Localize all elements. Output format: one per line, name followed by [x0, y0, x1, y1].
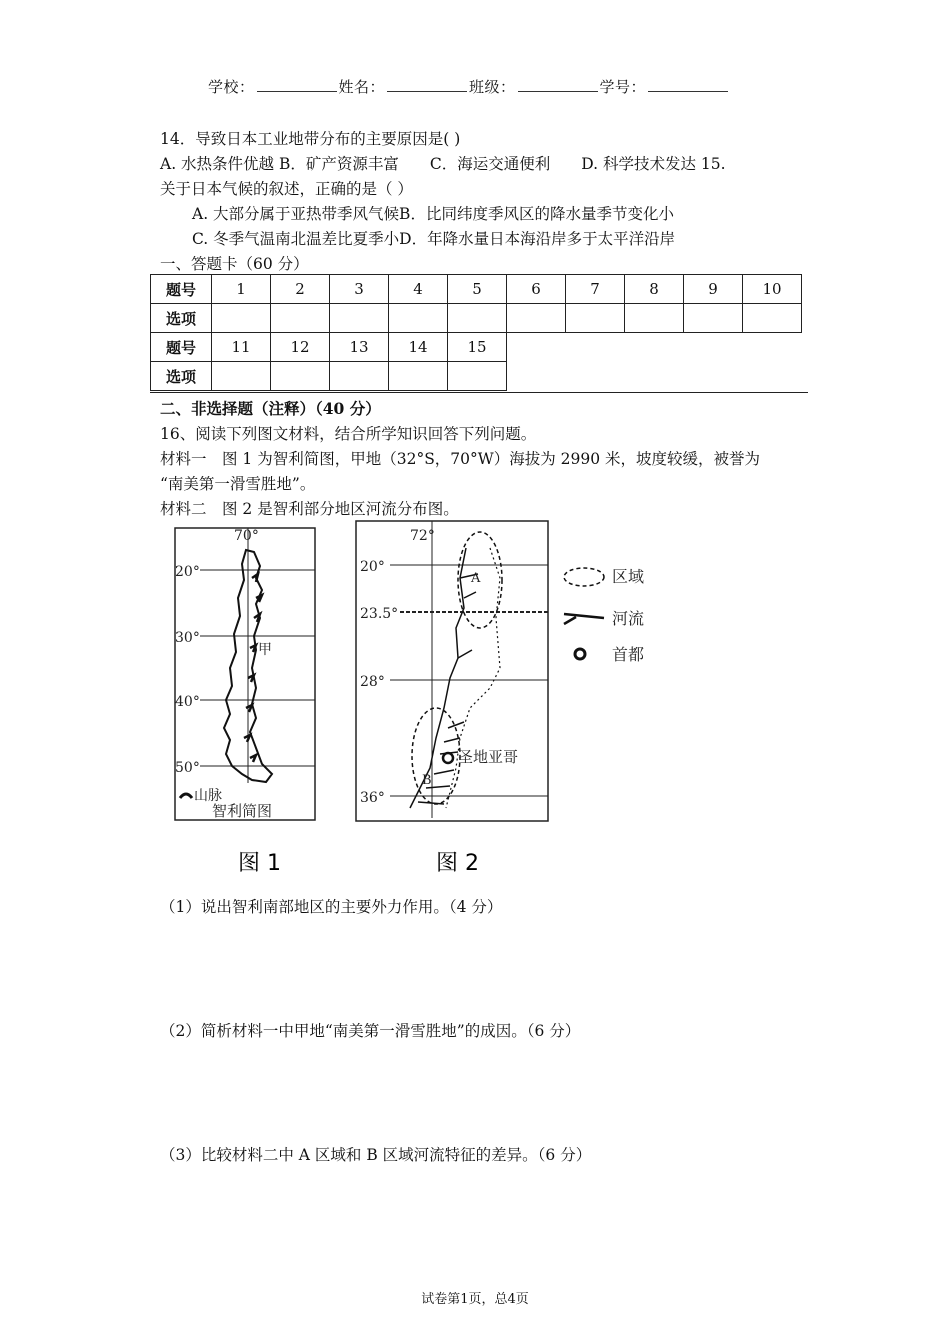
question-number: 2 [271, 275, 330, 304]
question-number: 8 [625, 275, 684, 304]
class-label: 班级： [469, 78, 516, 96]
id-label: 学号： [599, 78, 647, 96]
region-a-label: A [471, 571, 481, 586]
answer-cell[interactable] [448, 362, 507, 391]
place-jia-label: 甲 [258, 642, 272, 658]
q14-stem: 14．导致日本工业地带分布的主要原因是( ) [160, 130, 461, 148]
figure1-lat40-label: 40° [175, 694, 200, 710]
material2-line: 材料二 图 2 是智利部分地区河流分布图。 [160, 500, 459, 518]
legend-mountain-label: 山脉 [194, 788, 222, 804]
class-blank[interactable] [518, 79, 598, 92]
question-number: 11 [212, 333, 271, 362]
id-blank[interactable] [648, 79, 728, 92]
q14-options: A. 水热条件优越 B．矿产资源丰富 C．海运交通便利 D. 科学技术发达 15. [160, 155, 726, 173]
table-row [151, 333, 802, 362]
figure2-caption: 图 2 [436, 851, 479, 875]
capital-label: 圣地亚哥 [458, 748, 519, 766]
figure1-lat50-label: 50° [175, 760, 200, 776]
answer-cell[interactable] [507, 304, 566, 333]
answer-cell[interactable] [212, 304, 271, 333]
figure2-lon-label: 72° [410, 528, 435, 544]
question-number: 5 [448, 275, 507, 304]
question-number: 7 [566, 275, 625, 304]
figure2-lat23-label: 23.5° [360, 606, 399, 622]
school-label: 学校： [208, 78, 255, 96]
answer-cell[interactable] [389, 362, 448, 391]
table-row [151, 275, 802, 304]
name-blank[interactable] [387, 79, 467, 92]
legend-region-icon [564, 568, 604, 586]
figure1-map-title: 智利简图 [212, 802, 273, 820]
answer-cell[interactable] [212, 362, 271, 391]
answer-cell[interactable] [271, 304, 330, 333]
capital-marker [443, 753, 453, 763]
row-label-number: 题号 [151, 333, 212, 362]
answer-card-title: 一、答题卡（60 分） [160, 255, 309, 273]
subquestion-3: （3）比较材料二中 A 区域和 B 区域河流特征的差异。（6 分） [160, 1146, 592, 1164]
q15-stem: 关于日本气候的叙述，正确的是（ ） [160, 180, 413, 198]
question-number: 9 [684, 275, 743, 304]
maps-svg [160, 518, 662, 875]
answer-cell[interactable] [330, 304, 389, 333]
question-number: 6 [507, 275, 566, 304]
school-blank[interactable] [257, 79, 337, 92]
figure1-caption: 图 1 [238, 851, 281, 875]
legend-river-label: 河流 [612, 609, 645, 628]
material1-line1: 材料一 图 1 为智利简图，甲地（32°S，70°W）海拔为 2990 米，坡度较缓，被誉为 [160, 450, 761, 468]
legend-region-label: 区域 [612, 567, 645, 586]
answer-card-table [150, 274, 802, 391]
section2-title: 二、非选择题（注释）（40 分） [160, 399, 381, 418]
figure1-lat30-label: 30° [175, 630, 200, 646]
q15-options-line1: A. 大部分属于亚热带季风气候B．比同纬度季风区的降水量季节变化小 [192, 205, 674, 223]
q16-intro: 16、阅读下列图文材料，结合所学知识回答下列问题。 [160, 425, 537, 443]
figure2-lat20-label: 20° [360, 559, 385, 575]
figure2-border [446, 548, 500, 808]
region-b-label: B [422, 773, 432, 788]
answer-cell[interactable] [684, 304, 743, 333]
name-label: 姓名： [338, 78, 386, 96]
answer-cell[interactable] [625, 304, 684, 333]
subquestion-1: （1）说出智利南部地区的主要外力作用。（4 分） [160, 898, 503, 916]
student-info-header [208, 76, 730, 97]
answer-cell[interactable] [271, 362, 330, 391]
material1-line2: “南美第一滑雪胜地”。 [160, 475, 316, 493]
subquestion-2: （2）简析材料一中甲地“南美第一滑雪胜地”的成因。（6 分） [160, 1022, 581, 1040]
table-bottom-rule [150, 392, 808, 393]
answer-cell[interactable] [566, 304, 625, 333]
question-number: 12 [271, 333, 330, 362]
question-number: 14 [389, 333, 448, 362]
figure2-lat36-label: 36° [360, 790, 385, 806]
q15-options-line2: C. 冬季气温南北温差比夏季小D．年降水量日本海沿岸多于太平洋沿岸 [192, 230, 676, 248]
question-number: 3 [330, 275, 389, 304]
page-footer: 试卷第1页，总4页 [421, 1292, 529, 1307]
mountain-legend-icon [180, 794, 192, 798]
question-number: 13 [330, 333, 389, 362]
legend-capital-label: 首都 [612, 645, 645, 664]
answer-cell[interactable] [448, 304, 507, 333]
empty-area [507, 333, 802, 391]
legend-capital-icon [575, 649, 585, 659]
answer-cell[interactable] [389, 304, 448, 333]
answer-cell[interactable] [330, 362, 389, 391]
legend-river-icon [564, 614, 604, 624]
question-number: 10 [743, 275, 802, 304]
figure1-lat20-label: 20° [175, 564, 200, 580]
table-row [151, 304, 802, 333]
figure-panel [160, 518, 662, 875]
row-label-number: 题号 [151, 275, 212, 304]
row-label-option: 选项 [151, 304, 212, 333]
row-label-option: 选项 [151, 362, 212, 391]
figure1-lon-label: 70° [234, 528, 259, 544]
question-number: 15 [448, 333, 507, 362]
figure2-lat28-label: 28° [360, 674, 385, 690]
question-number: 4 [389, 275, 448, 304]
question-number: 1 [212, 275, 271, 304]
answer-cell[interactable] [743, 304, 802, 333]
